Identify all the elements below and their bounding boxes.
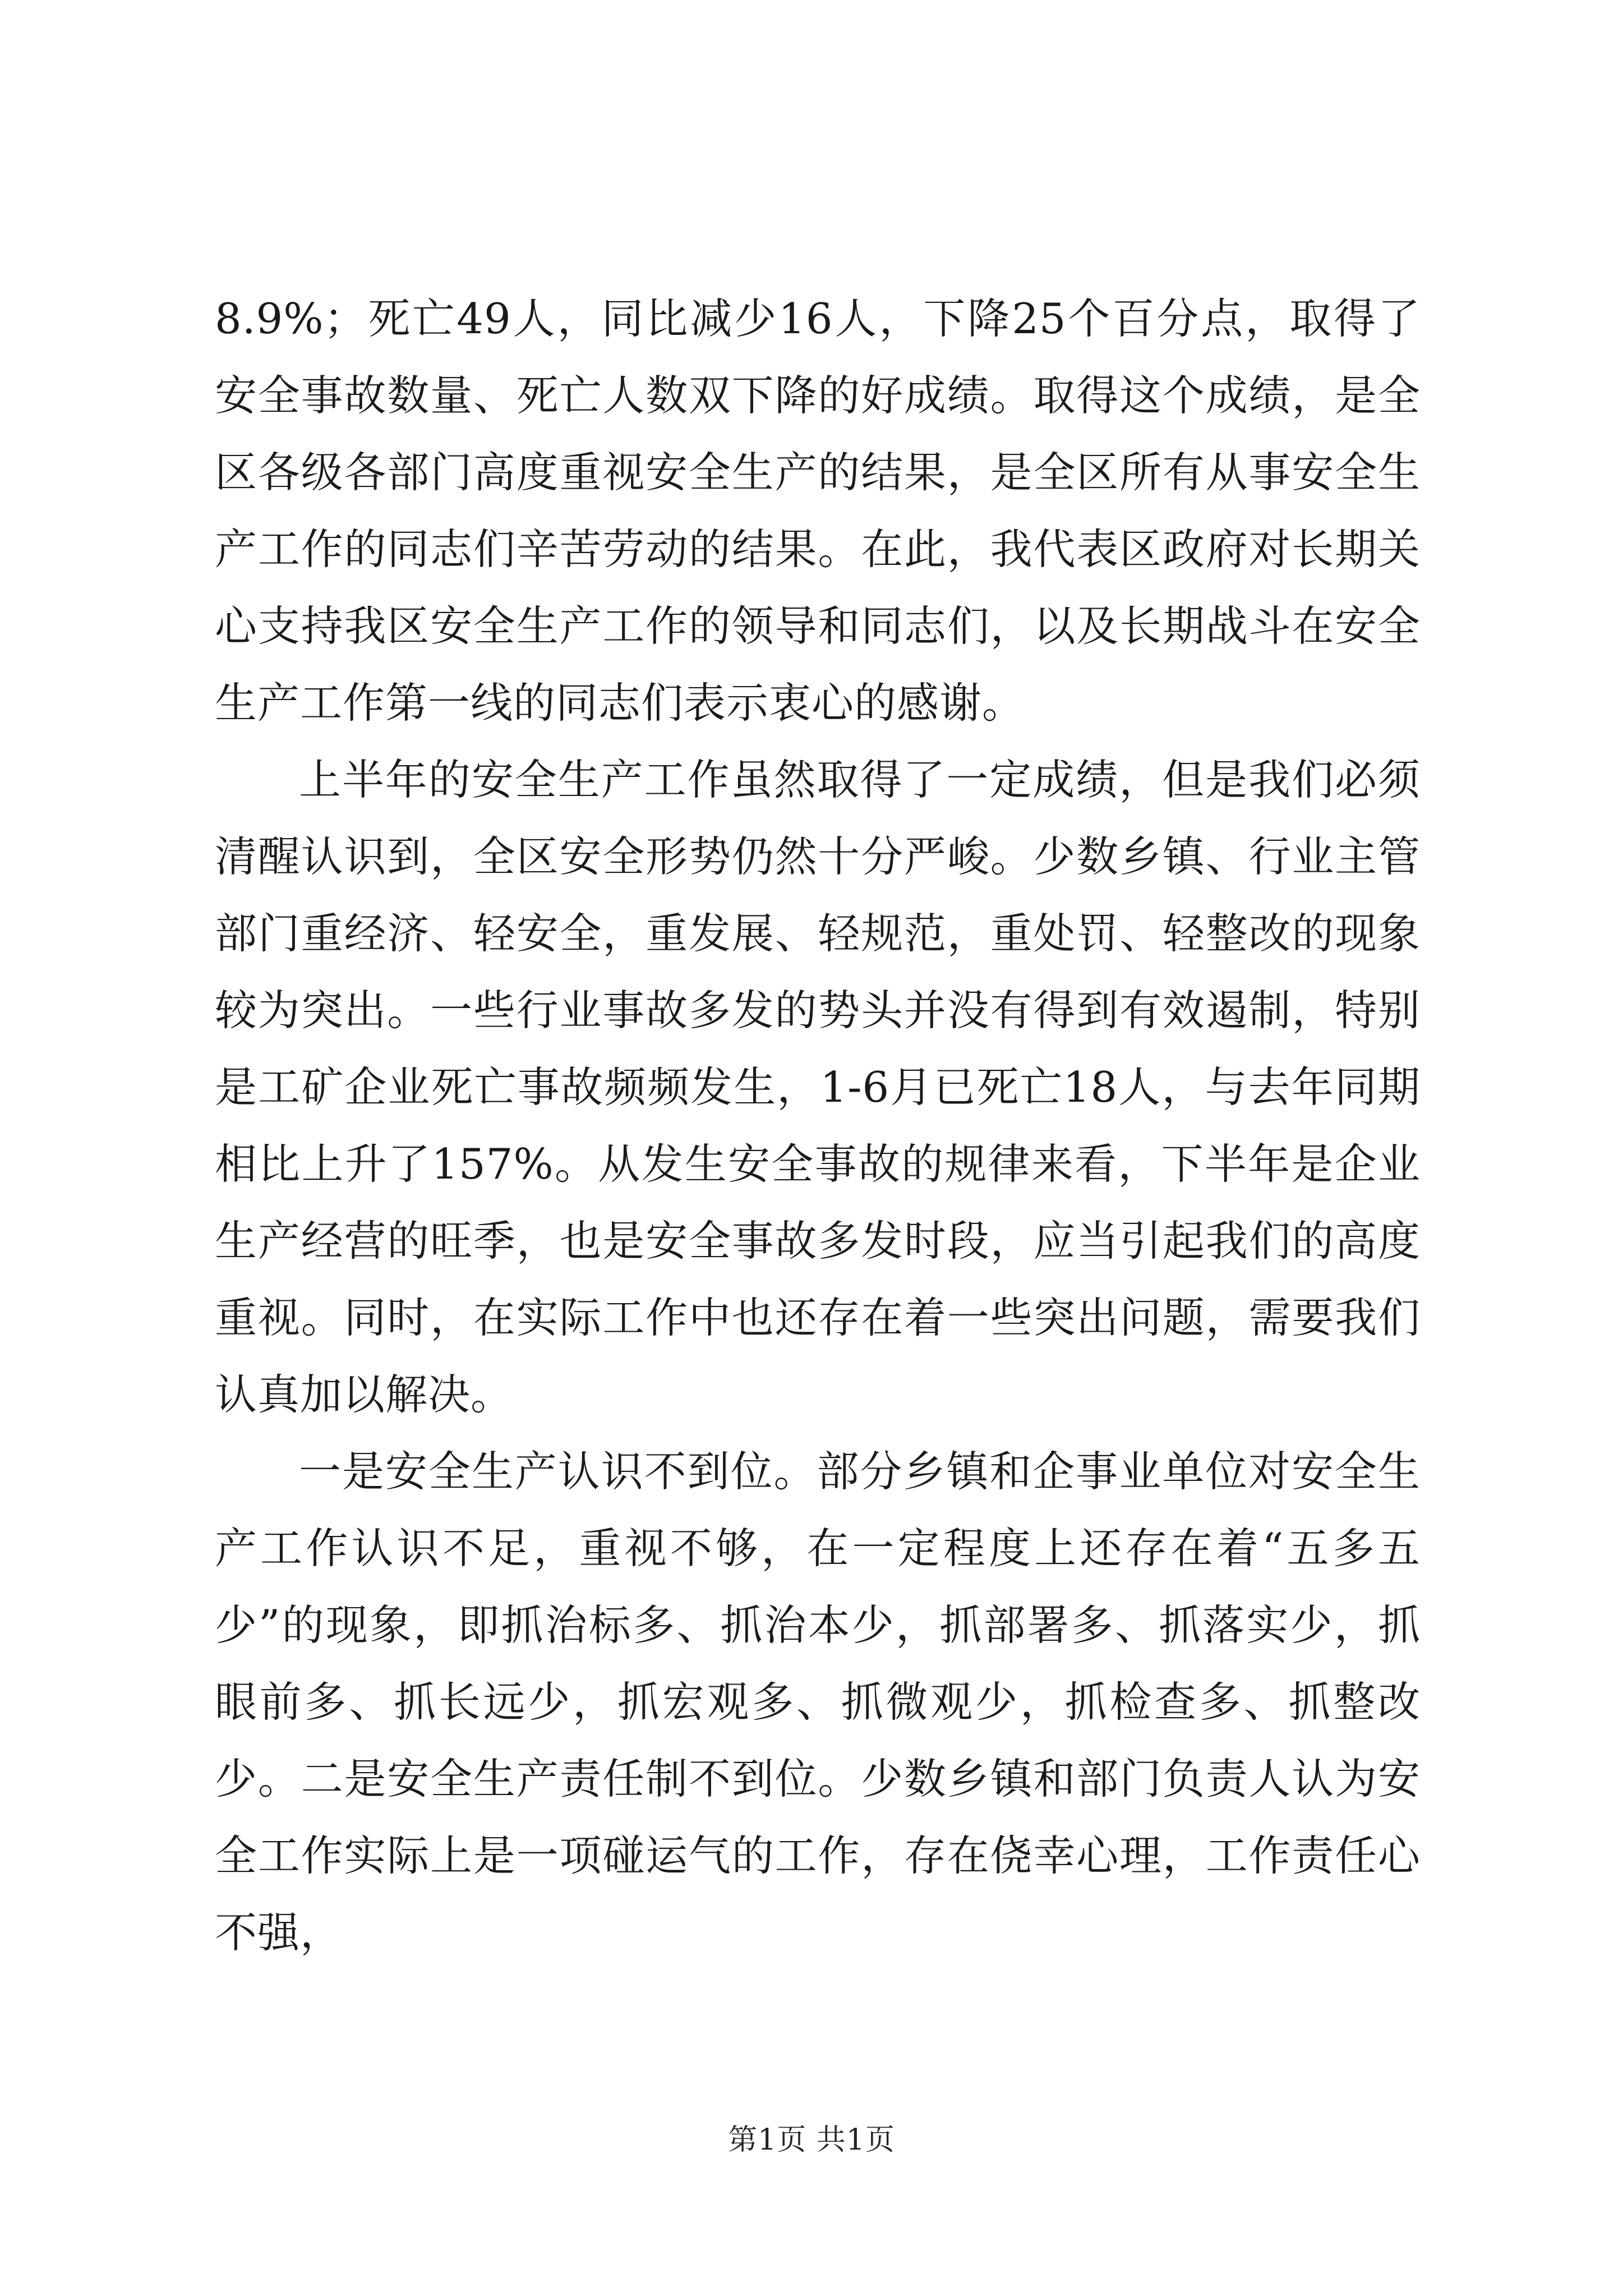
paragraph-3: 一是安全生产认识不到位。部分乡镇和企事业单位对安全生产工作认识不足，重视不够，在一定程度上还存在着“五多五少”的现象，即抓治标多、抓治本少，抓部署多、抓落实少，抓眼前多、抓长远少，抓宏观多、抓微观少，抓检查多、抓整改少。二是安全生产责任制不到位。少数乡镇和部门负责人认为安全工作实际上是一项碰运气的工作，存在侥幸心理，工作责任心不强， [215,1447,1421,1957]
document-body [215,280,1421,1971]
paragraph-1: 8.9%；死亡49人，同比减少16人，下降25个百分点，取得了安全事故数量、死亡人数双下降的好成绩。取得这个成绩，是全区各级各部门高度重视安全生产的结果，是全区所有从事安全生产工作的同志们辛苦劳动的结果。在此，我代表区政府对长期关心支持我区安全生产工作的领导和同志们，以及长期战斗在安全生产工作第一线的同志们表示衷心的感谢。 [215,294,1421,728]
page-footer: 第1页 共1页 [728,2123,895,2157]
paragraph-2: 上半年的安全生产工作虽然取得了一定成绩，但是我们必须清醒认识到，全区安全形势仍然十分严峻。少数乡镇、行业主管部门重经济、轻安全，重发展、轻规范，重处罚、轻整改的现象较为突出。一些行业事故多发的势头并没有得到有效遏制，特别是工矿企业死亡事故频频发生，1-6月已死亡18人，与去年同期相比上升了157%。从发生安全事故的规律来看，下半年是企业生产经营的旺季，也是安全事故多发时段，应当引起我们的高度重视。同时，在实际工作中也还存在着一些突出问题，需要我们认真加以解决。 [215,755,1421,1419]
